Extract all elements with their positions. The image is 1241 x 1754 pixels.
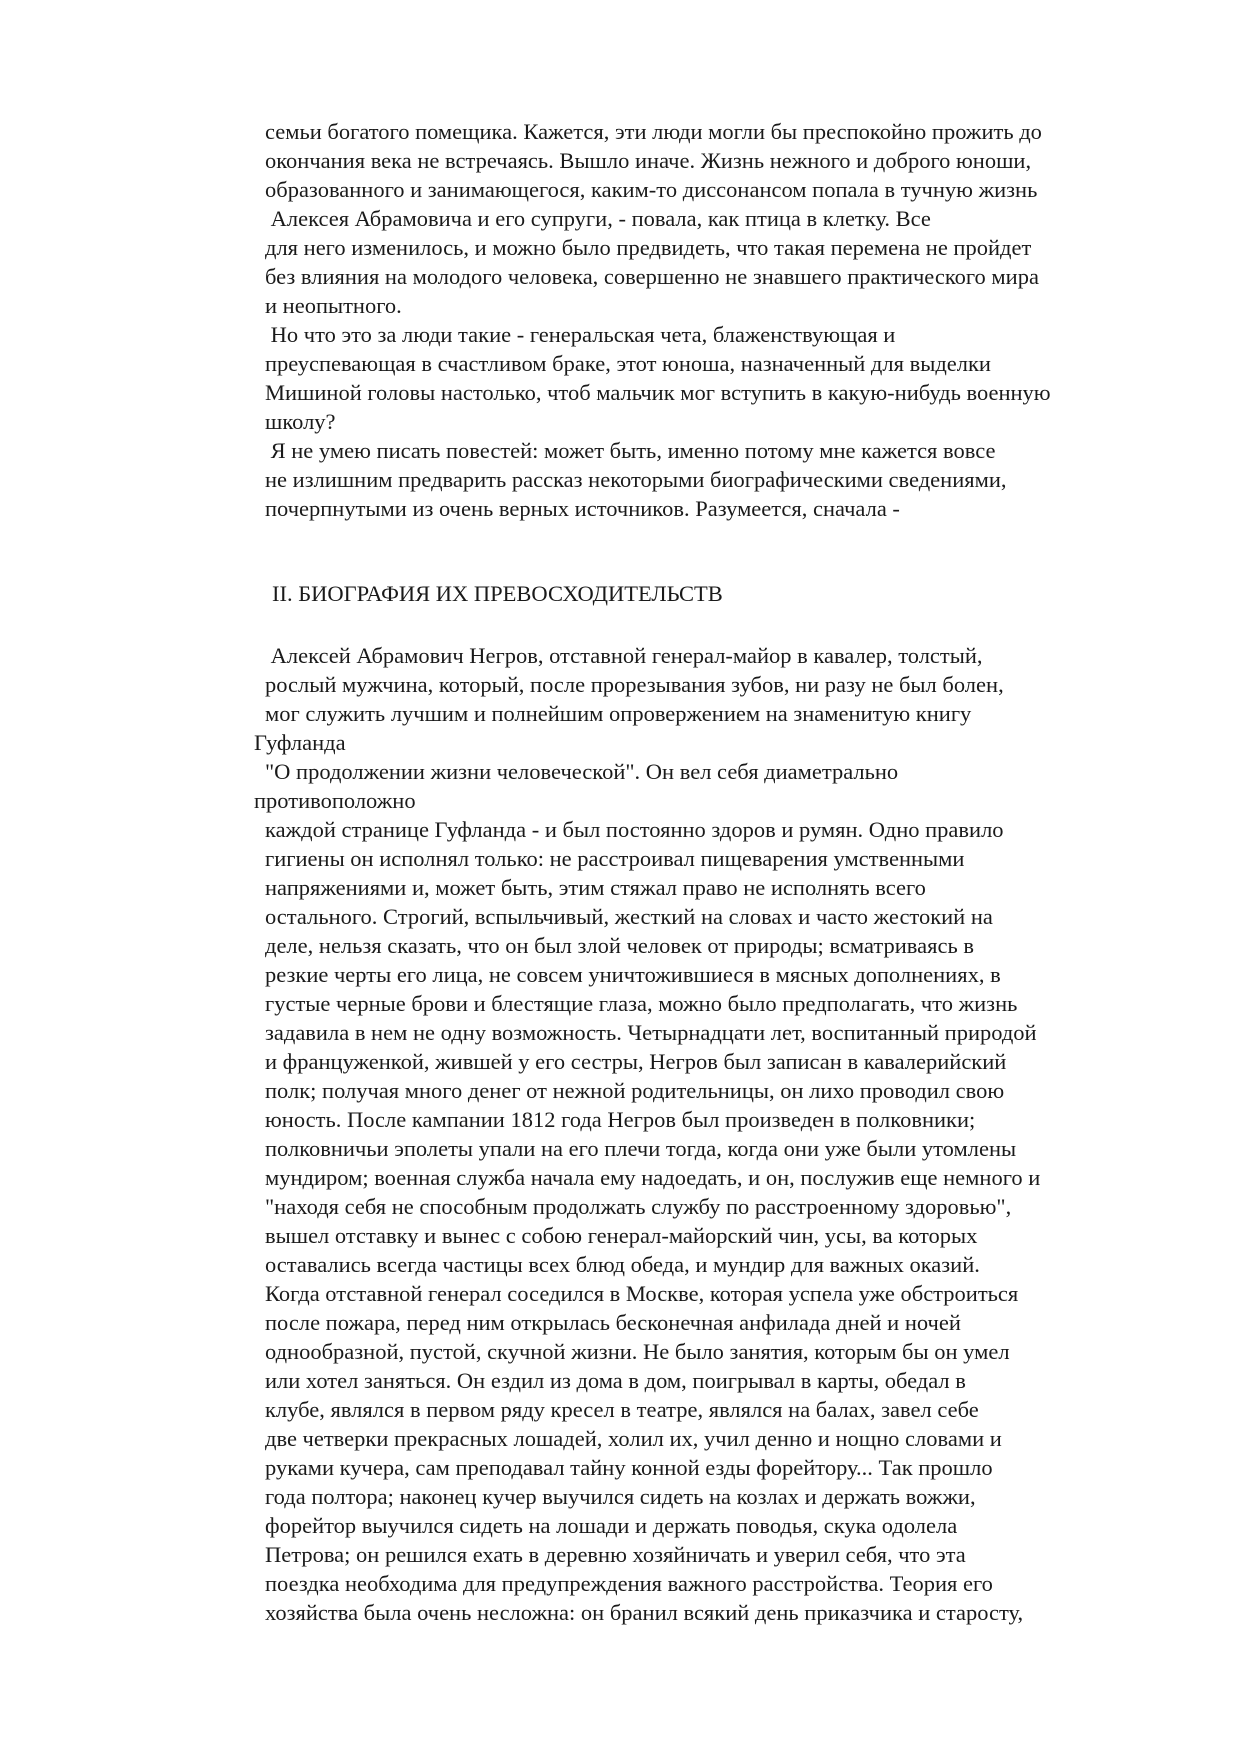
text-line: Но что это за люди такие - генеральская чета, блаженствующая и (265, 322, 896, 347)
section-heading: II. БИОГРАФИЯ ИХ ПРЕВОСХОДИТЕЛЬСТВ (272, 581, 723, 606)
text-line: или хотел заняться. Он ездил из дома в дом, поигрывал в карты, обедал в (265, 1368, 966, 1393)
text-line: преуспевающая в счастливом браке, этот юноша, назначенный для выделки (265, 351, 991, 376)
text-line: не излишним предварить рассказ некоторыми биографическими сведениями, (265, 467, 1007, 492)
text-line: гигиены он исполнял только: не расстроивал пищеварения умственными (265, 846, 965, 871)
text-line: после пожара, перед ним открылась бесконечная анфилада дней и ночей (265, 1310, 961, 1335)
text-line: Алексей Абрамович Негров, отставной генерал-майор в кавалер, толстый, (265, 643, 983, 668)
text-line: образованного и занимающегося, каким-то диссонансом попала в тучную жизнь (265, 177, 1038, 202)
text-line: Алексея Абрамовича и его супруги, - повала, как птица в клетку. Все (265, 206, 931, 231)
text-line: почерпнутыми из очень верных источников. Разумеется, сначала - (265, 496, 900, 521)
text-line: остального. Строгий, вспыльчивый, жесткий на словах и часто жестокий на (265, 904, 993, 929)
text-line: каждой странице Гуфланда - и был постоянно здоров и румян. Одно правило (265, 817, 1004, 842)
text-line: рослый мужчина, который, после прорезывания зубов, ни разу не был болен, (265, 672, 1004, 697)
text-line: семьи богатого помещика. Кажется, эти люди могли бы преспокойно прожить до (265, 119, 1042, 144)
text-line: хозяйства была очень несложна: он бранил всякий день приказчика и старосту, (265, 1600, 1024, 1625)
text-line: полковничьи эполеты упали на его плечи тогда, когда они уже были утомлены (265, 1136, 1017, 1161)
text-line: Гуфланда (254, 730, 346, 755)
text-line: "О продолжении жизни человеческой". Он вел себя диаметрально (265, 759, 899, 784)
text-line: "находя себя не способным продолжать службу по расстроенному здоровью", (265, 1194, 1012, 1219)
text-line: Когда отставной генерал соседился в Москве, которая успела уже обстроиться (265, 1281, 1019, 1306)
text-line: клубе, являлся в первом ряду кресел в театре, являлся на балах, завел себе (265, 1397, 979, 1422)
text-line: вышел отставку и вынес с собою генерал-майорский чин, усы, ва которых (265, 1223, 978, 1248)
text-line: резкие черты его лица, не совсем уничтожившиеся в мясных дополнениях, в (265, 962, 1001, 987)
text-line: и неопытного. (265, 293, 402, 318)
text-line: и француженкой, жившей у его сестры, Негров был записан в кавалерийский (265, 1049, 1007, 1074)
text-line: поездка необходима для предупреждения важного расстройства. Теория его (265, 1571, 993, 1596)
text-line: Мишиной головы настолько, чтоб мальчик мог вступить в какую-нибудь военную (265, 380, 1051, 405)
text-line: для него изменилось, и можно было предвидеть, что такая перемена не пройдет (265, 235, 1032, 260)
text-line: Петрова; он решился ехать в деревню хозяйничать и уверил себя, что эта (265, 1542, 966, 1567)
text-line: задавила в нем не одну возможность. Четырнадцати лет, воспитанный природой (265, 1020, 1037, 1045)
text-line: противоположно (254, 788, 416, 813)
text-line: мундиром; военная служба начала ему надоедать, и он, послужив еще немного и (265, 1165, 1041, 1190)
text-line: Я не умею писать повестей: может быть, именно потому мне кажется вовсе (265, 438, 996, 463)
text-line: полк; получая много денег от нежной родительницы, он лихо проводил свою (265, 1078, 1005, 1103)
text-line: без влияния на молодого человека, совершенно не знавшего практического мира (265, 264, 1039, 289)
text-line: школу? (265, 409, 336, 434)
text-line: густые черные брови и блестящие глаза, можно было предполагать, что жизнь (265, 991, 1018, 1016)
text-line: деле, нельзя сказать, что он был злой человек от природы; всматриваясь в (265, 933, 974, 958)
text-line: две четверки прекрасных лошадей, холил их, учил денно и нощно словами и (265, 1426, 1002, 1451)
text-line: юность. После кампании 1812 года Негров был произведен в полковники; (265, 1107, 976, 1132)
text-line: оставались всегда частицы всех блюд обеда, и мундир для важных оказий. (265, 1252, 980, 1277)
text-line: мог служить лучшим и полнейшим опровержением на знаменитую книгу (265, 701, 972, 726)
text-line: напряжениями и, может быть, этим стяжал право не исполнять всего (265, 875, 926, 900)
text-line: однообразной, пустой, скучной жизни. Не было занятия, которым бы он умел (265, 1339, 1010, 1364)
text-line: руками кучера, сам преподавал тайну конной езды форейтору... Так прошло (265, 1455, 993, 1480)
text-line: года полтора; наконец кучер выучился сидеть на козлах и держать вожжи, (265, 1484, 976, 1509)
text-line: окончания века не встречаясь. Вышло иначе. Жизнь нежного и доброго юноши, (265, 148, 1032, 173)
text-line: форейтор выучился сидеть на лошади и держать поводья, скука одолела (265, 1513, 958, 1538)
